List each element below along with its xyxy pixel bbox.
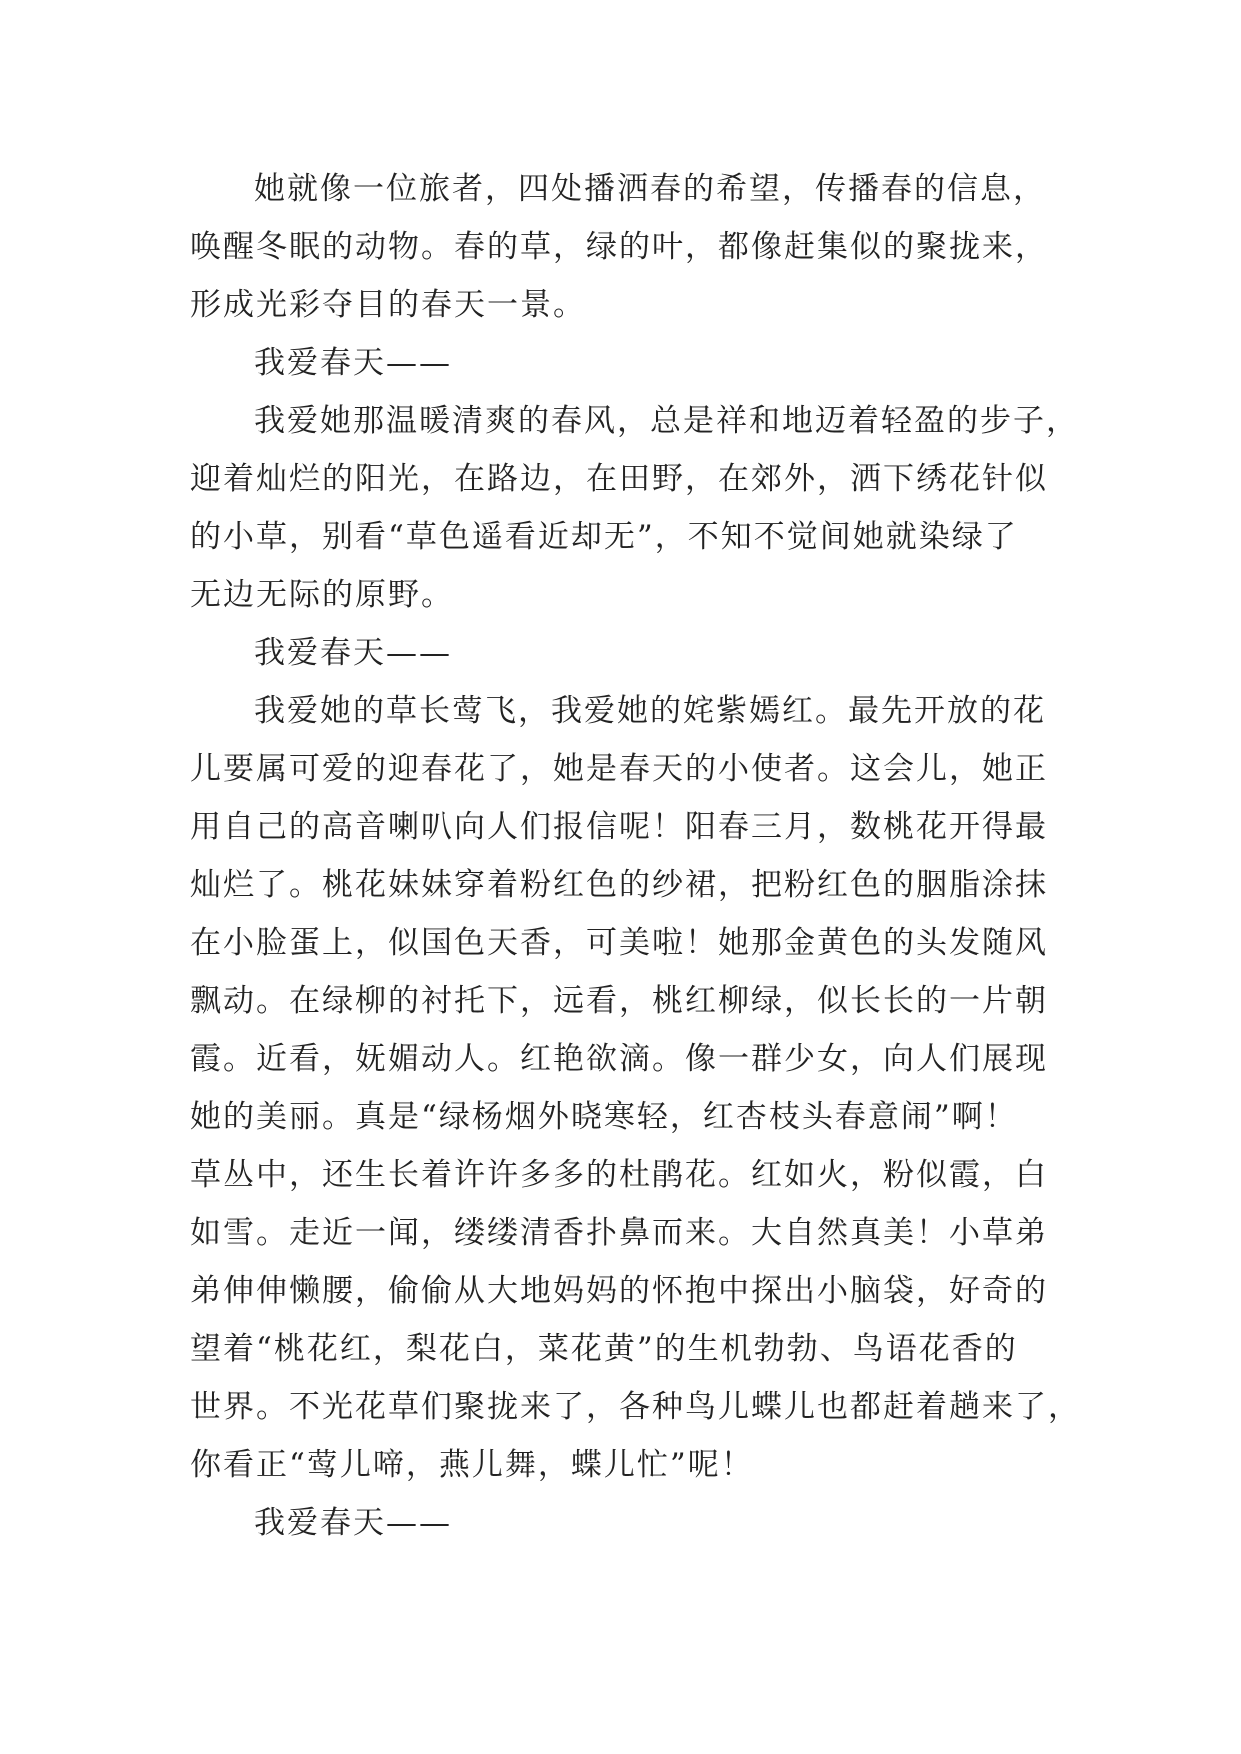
text-line: 在小脸蛋上，似国色天香，可美啦！她那金黄色的头发随风 [190,925,1048,961]
text-line: 你看正“莺儿啼，燕儿舞，蝶儿忙”呢！ [190,1447,754,1483]
text-line: 我爱春天—— [254,345,452,381]
text-line: 迎着灿烂的阳光，在路边，在田野，在郊外，洒下绣花针似 [190,461,1048,497]
text-line: 飘动。在绿柳的衬托下，远看，桃红柳绿，似长长的一片朝 [190,983,1048,1019]
paragraph-5 [190,682,1081,1494]
article-text [190,160,1081,1552]
text-line: 我爱春天—— [254,635,452,671]
text-line: 草丛中，还生长着许许多多的杜鹃花。红如火，粉似霞，白 [190,1157,1048,1193]
text-line: 望着“桃花红，梨花白，菜花黄”的生机勃勃、鸟语花香的 [190,1331,1018,1367]
text-line: 世界。不光花草们聚拢来了，各种鸟儿蝶儿也都赶着趟来了， [190,1389,1081,1425]
text-line: 我爱春天—— [254,1505,452,1541]
paragraph-1 [190,160,1070,334]
text-line: 唤醒冬眠的动物。春的草，绿的叶，都像赶集似的聚拢来， [190,229,1048,265]
text-line: 如雪。走近一闻，缕缕清香扑鼻而来。大自然真美！小草弟 [190,1215,1048,1251]
text-line: 她的美丽。真是“绿杨烟外晓寒轻，红杏枝头春意闹”啊！ [190,1099,1018,1135]
text-line: 儿要属可爱的迎春花了，她是春天的小使者。这会儿，她正 [190,751,1048,787]
paragraph-3 [190,392,1079,624]
text-line: 用自己的高音喇叭向人们报信呢！阳春三月，数桃花开得最 [190,809,1048,845]
text-line: 形成光彩夺目的春天一景。 [190,287,586,323]
text-line: 灿烂了。桃花妹妹穿着粉红色的纱裙，把粉红色的胭脂涂抹 [190,867,1048,903]
paragraph-4 [190,624,1070,682]
paragraph-2 [190,334,1070,392]
text-line: 她就像一位旅者，四处播洒春的希望，传播春的信息， [254,171,1046,207]
text-line: 弟伸伸懒腰，偷偷从大地妈妈的怀抱中探出小脑袋，好奇的 [190,1273,1048,1309]
text-line: 我爱她的草长莺飞，我爱她的姹紫嫣红。最先开放的花 [254,693,1046,729]
text-line: 我爱她那温暖清爽的春风，总是祥和地迈着轻盈的步子， [254,403,1079,439]
text-line: 霞。近看，妩媚动人。红艳欲滴。像一群少女，向人们展现 [190,1041,1048,1077]
text-line: 的小草，别看“草色遥看近却无”，不知不觉间她就染绿了 [190,519,1018,555]
text-line: 无边无际的原野。 [190,577,454,613]
paragraph-6 [190,1494,1070,1552]
